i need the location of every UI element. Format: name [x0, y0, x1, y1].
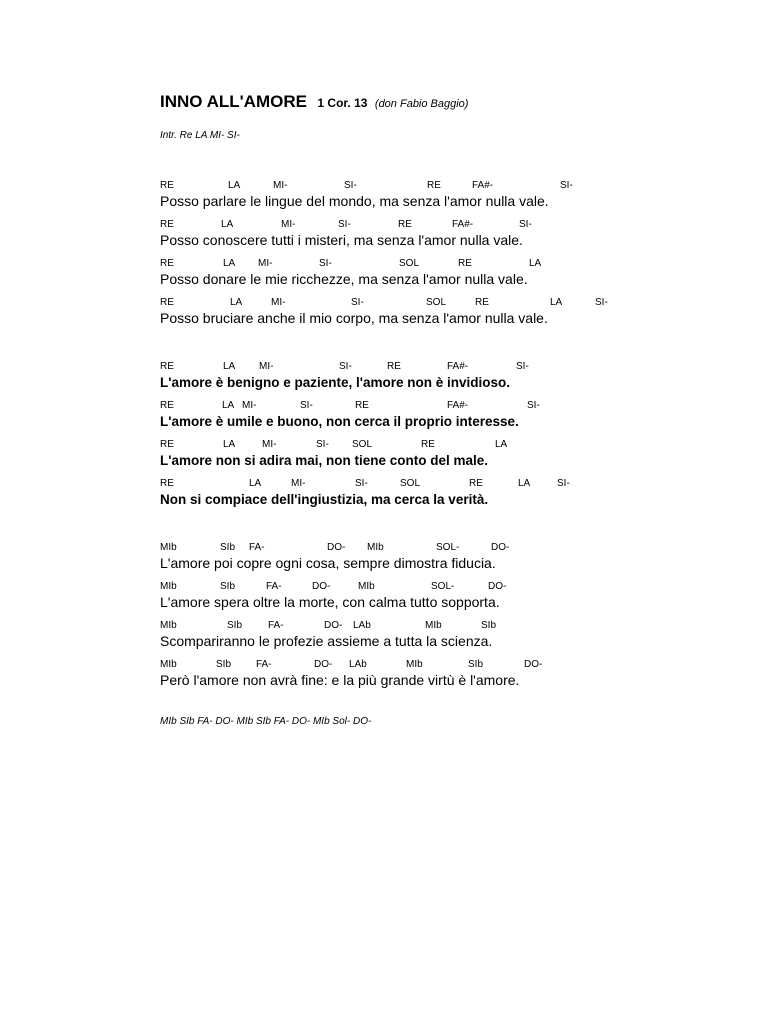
chord: SI-	[319, 258, 332, 269]
lyric-line: L'amore spera oltre la morte, con calma tutto sopporta.	[160, 594, 500, 610]
chord: RE	[160, 180, 174, 191]
chord: DO-	[491, 542, 510, 553]
chord: MI-	[273, 180, 288, 191]
intro-chords: Intr. Re LA MI- SI-	[160, 130, 240, 141]
chord: SI-	[355, 478, 368, 489]
chord: SI-	[557, 478, 570, 489]
chord: RE	[160, 219, 174, 230]
chord: SI-	[338, 219, 351, 230]
chord: SI-	[595, 297, 608, 308]
chord: LA	[230, 297, 243, 308]
chord: DO-	[488, 581, 507, 592]
chord: SI-	[519, 219, 532, 230]
chord: MIb	[367, 542, 384, 553]
lyric-line: L'amore non si adira mai, non tiene conto del male.	[160, 453, 489, 468]
chord: DO-	[327, 542, 346, 553]
lyric-line: L'amore poi copre ogni cosa, sempre dimostra fiducia.	[160, 555, 496, 571]
chord: LAb	[349, 659, 367, 670]
lyric-line: Posso bruciare anche il mio corpo, ma senza l'amor nulla vale.	[160, 310, 548, 326]
chord: RE	[427, 180, 441, 191]
lyric-line: Scompariranno le profezie assieme a tutta la scienza.	[160, 633, 493, 649]
chord: RE	[458, 258, 472, 269]
chord: LA	[222, 400, 235, 411]
chord: MI-	[291, 478, 306, 489]
chord: MI-	[271, 297, 286, 308]
chord: MI-	[262, 439, 277, 450]
chord: RE	[421, 439, 435, 450]
chord: FA#-	[447, 361, 469, 372]
chord: MIb	[358, 581, 375, 592]
chord: SIb	[220, 542, 236, 553]
chord: MIb	[425, 620, 442, 631]
chord: SI-	[339, 361, 352, 372]
chord: RE	[160, 258, 174, 269]
lyric-line: Non si compiace dell'ingiustizia, ma cerca la verità.	[160, 492, 489, 507]
chord: MIb	[160, 542, 177, 553]
lyric-line: L'amore è umile e buono, non cerca il proprio interesse.	[160, 414, 519, 429]
chord: SOL-	[431, 581, 455, 592]
chord: MIb	[160, 659, 177, 670]
chord: FA-	[268, 620, 284, 631]
chord: LA	[223, 439, 236, 450]
chord: MIb	[160, 581, 177, 592]
chord: SOL-	[436, 542, 460, 553]
chord: DO-	[524, 659, 543, 670]
chord: SOL	[352, 439, 373, 450]
chord: LA	[223, 258, 236, 269]
chord: SI-	[560, 180, 573, 191]
chord: LA	[550, 297, 563, 308]
chord: RE	[160, 361, 174, 372]
chord: LA	[228, 180, 241, 191]
chord: RE	[355, 400, 369, 411]
chord: SOL	[399, 258, 420, 269]
chord: LA	[495, 439, 508, 450]
chord: MI-	[259, 361, 274, 372]
chord: FA#-	[447, 400, 469, 411]
chord: RE	[160, 478, 174, 489]
chord: LA	[221, 219, 234, 230]
bible-reference: 1 Cor. 13	[317, 96, 368, 110]
lyric-line: L'amore è benigno e paziente, l'amore non è invidioso.	[160, 375, 510, 390]
chord: SI-	[516, 361, 529, 372]
chord: MI-	[281, 219, 296, 230]
chord: SIb	[481, 620, 497, 631]
song-title: INNO ALL'AMORE	[160, 92, 307, 111]
chord: FA#-	[452, 219, 474, 230]
chord: MIb	[160, 620, 177, 631]
chord: DO-	[312, 581, 331, 592]
author: (don Fabio Baggio)	[374, 98, 469, 110]
chord: SIb	[468, 659, 484, 670]
chord: RE	[160, 439, 174, 450]
lyric-line: Posso parlare le lingue del mondo, ma senza l'amor nulla vale.	[160, 193, 549, 209]
chord: LA	[249, 478, 262, 489]
chord: MI-	[258, 258, 273, 269]
chord: SI-	[344, 180, 357, 191]
chord: FA-	[266, 581, 282, 592]
chord: FA#-	[472, 180, 494, 191]
chord: SIb	[227, 620, 243, 631]
chord: SI-	[300, 400, 313, 411]
chord: MIb	[406, 659, 423, 670]
chord: LA	[223, 361, 236, 372]
chord: SI-	[527, 400, 540, 411]
chord: FA-	[249, 542, 265, 553]
chord: DO-	[314, 659, 333, 670]
chord: LA	[529, 258, 542, 269]
chord: RE	[398, 219, 412, 230]
chord: RE	[160, 297, 174, 308]
chord: RE	[160, 400, 174, 411]
lyric-line: Però l'amore non avrà fine: e la più grande virtù è l'amore.	[160, 672, 520, 688]
chord: SOL	[426, 297, 447, 308]
chord: MI-	[242, 400, 257, 411]
chord: FA-	[256, 659, 272, 670]
lyric-line: Posso donare le mie ricchezze, ma senza l'amor nulla vale.	[160, 271, 528, 287]
title-row	[160, 92, 468, 112]
outro-chords: MIb SIb FA- DO- MIb SIb FA- DO- MIb Sol- DO-	[160, 716, 372, 727]
chord: RE	[387, 361, 401, 372]
chord: SIb	[220, 581, 236, 592]
chord: SIb	[216, 659, 232, 670]
chord: RE	[469, 478, 483, 489]
chord: SOL	[400, 478, 421, 489]
chord: LA	[518, 478, 531, 489]
chord: SI-	[351, 297, 364, 308]
chord: LAb	[353, 620, 371, 631]
lyric-line: Posso conoscere tutti i misteri, ma senza l'amor nulla vale.	[160, 232, 523, 248]
chord: SI-	[316, 439, 329, 450]
chord: DO-	[324, 620, 343, 631]
chord: RE	[475, 297, 489, 308]
